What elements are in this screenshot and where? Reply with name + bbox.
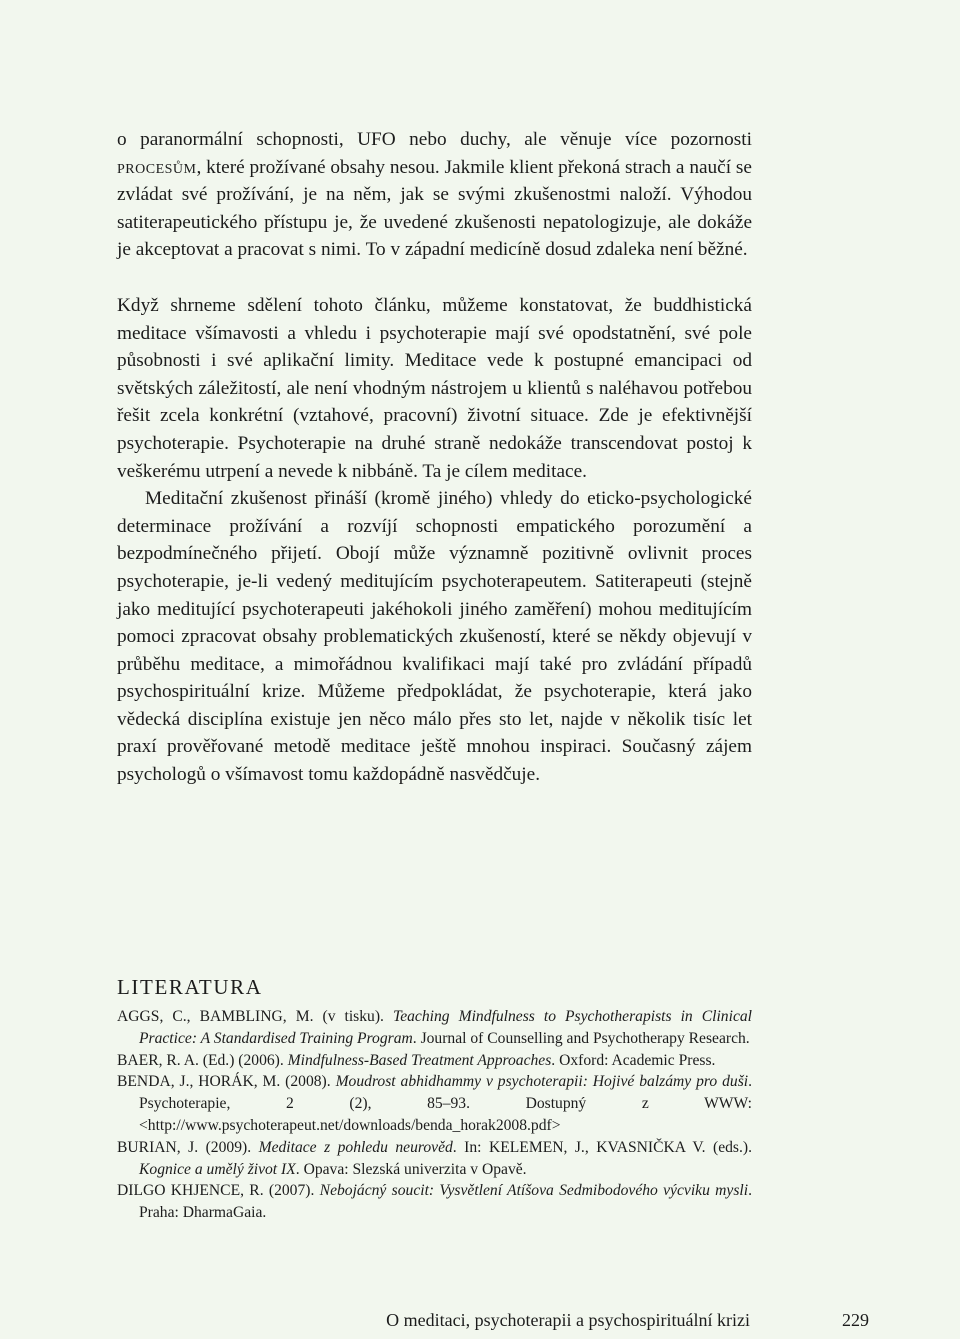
literature-heading: LITERATURA	[117, 975, 263, 999]
page-number: 229	[842, 1310, 869, 1330]
reference-item	[117, 1006, 752, 1050]
reference-authors: AGGS, C., BAMBLING, M. (v tisku).	[117, 1008, 393, 1025]
reference-authors: DILGO KHJENCE, R. (2007).	[117, 1182, 320, 1200]
reference-details: . Psychoterapie, 2 (2), 85–93. Dostupný z WWW: <http://www.psychoterapeut.net/downloads/benda_horak2008.pdf>	[139, 1073, 753, 1134]
paragraph-2: Když shrneme sdělení tohoto článku, můžeme konstatovat, že buddhistická meditace všímavosti a vhledu i psychoterapie mají své opodstatnění, své pole působnosti i své aplikační limity. Meditace vede k postupné emancipaci od světských záležitostí, ale není vhodným nástrojem u klientů s naléhavou potřebou řešit zcela konkrétní (vztahové, pracovní) životní situace. Zde je efektivnější psychoterapie. Psychoterapie na druhé straně nedokáže transcendovat postoj k veškerému utrpení a nevede k nibbáně. Ta je cílem meditace.	[117, 294, 752, 482]
reference-details: . Journal of Counselling and Psychotherapy Research.	[412, 1029, 750, 1047]
reference-title: Mindfulness-Based Treatment Approaches	[287, 1051, 552, 1069]
reference-details: . Praha: DharmaGaia.	[139, 1182, 752, 1222]
paragraph-3: Meditační zkušenost přináší (kromě jiného) vhledy do eticko-psychologické determinace prožívání a rozvíjí schopnosti empatického porozumění a bezpodmínečného přijetí. Obojí může významně pozitivně ovlivnit proces psychoterapie, je-li vedený meditujícím psychoterapeutem. Satiterapeuti (stejně jako meditující psychoterapeuti jakéhokoli jiného zaměření) mohou meditujícím pomoci zpracovat obsahy problematických zkušeností, které se někdy objevují v průběhu meditace, a mimořádnou kvalifikaci mají také pro zvládání případů psychospirituální krize. Můžeme předpokládat, že psychoterapie, která jako vědecká disciplína existuje jen něco málo přes sto let, najde v několik tisíc let praxí prověřované metodě meditace ještě mnohou inspiraci. Současný zájem psychologů o všímavost tomu každopádně nasvědčuje.	[117, 488, 752, 786]
reference-title: Meditace z pohledu neurověd	[258, 1138, 453, 1156]
reference-authors: BENDA, J., HORÁK, M. (2008).	[117, 1073, 336, 1091]
paragraph-1-text-a: o paranormální schopnosti, UFO nebo duchy, ale věnuje více pozornosti	[117, 129, 752, 150]
reference-details: . Opava: Slezská univerzita v Opavě.	[295, 1160, 527, 1178]
reference-item	[117, 1050, 752, 1072]
reference-authors: BAER, R. A. (Ed.) (2006).	[117, 1051, 288, 1069]
running-title: O meditaci, psychoterapii a psychospirituální krizi	[386, 1310, 750, 1330]
reference-list	[117, 1006, 752, 1224]
paragraph-1	[117, 126, 752, 264]
reference-title: Teaching Mindfulness to Psychotherapists in Clinical Practice: A Standardised Training Program	[139, 1008, 752, 1047]
reference-title: Kognice a umělý život IX	[139, 1160, 296, 1178]
reference-item	[117, 1071, 752, 1136]
reference-details: . Oxford: Academic Press.	[551, 1051, 716, 1069]
reference-authors: BURIAN, J. (2009).	[117, 1138, 259, 1156]
reference-title: Nebojácný soucit: Vysvětlení Atíšova Sedmibodového výcviku mysli	[319, 1182, 749, 1200]
reference-item	[117, 1137, 752, 1181]
reference-title: Moudrost abhidhammy v psychoterapii: Hojivé balzámy pro duši	[335, 1073, 749, 1091]
paragraph-1-text-b: , které prožívané obsahy nesou. Jakmile klient překoná strach a naučí se zvládat své prožívání, je na něm, jak se svými zkušenostmi naloží. Výhodou satiterapeutického přístupu je, že uvedené zkušenosti nepatologizuje, ale dokáže je akceptovat a pracovat s nimi. To v západní medicíně dosud zdaleka není běžné.	[117, 156, 752, 261]
reference-details: . In: KELEMEN, J., KVASNIČKA V. (eds.).	[452, 1138, 752, 1156]
reference-item	[117, 1180, 752, 1224]
emphasized-term: procesům	[117, 156, 197, 178]
page-body	[117, 126, 753, 1222]
